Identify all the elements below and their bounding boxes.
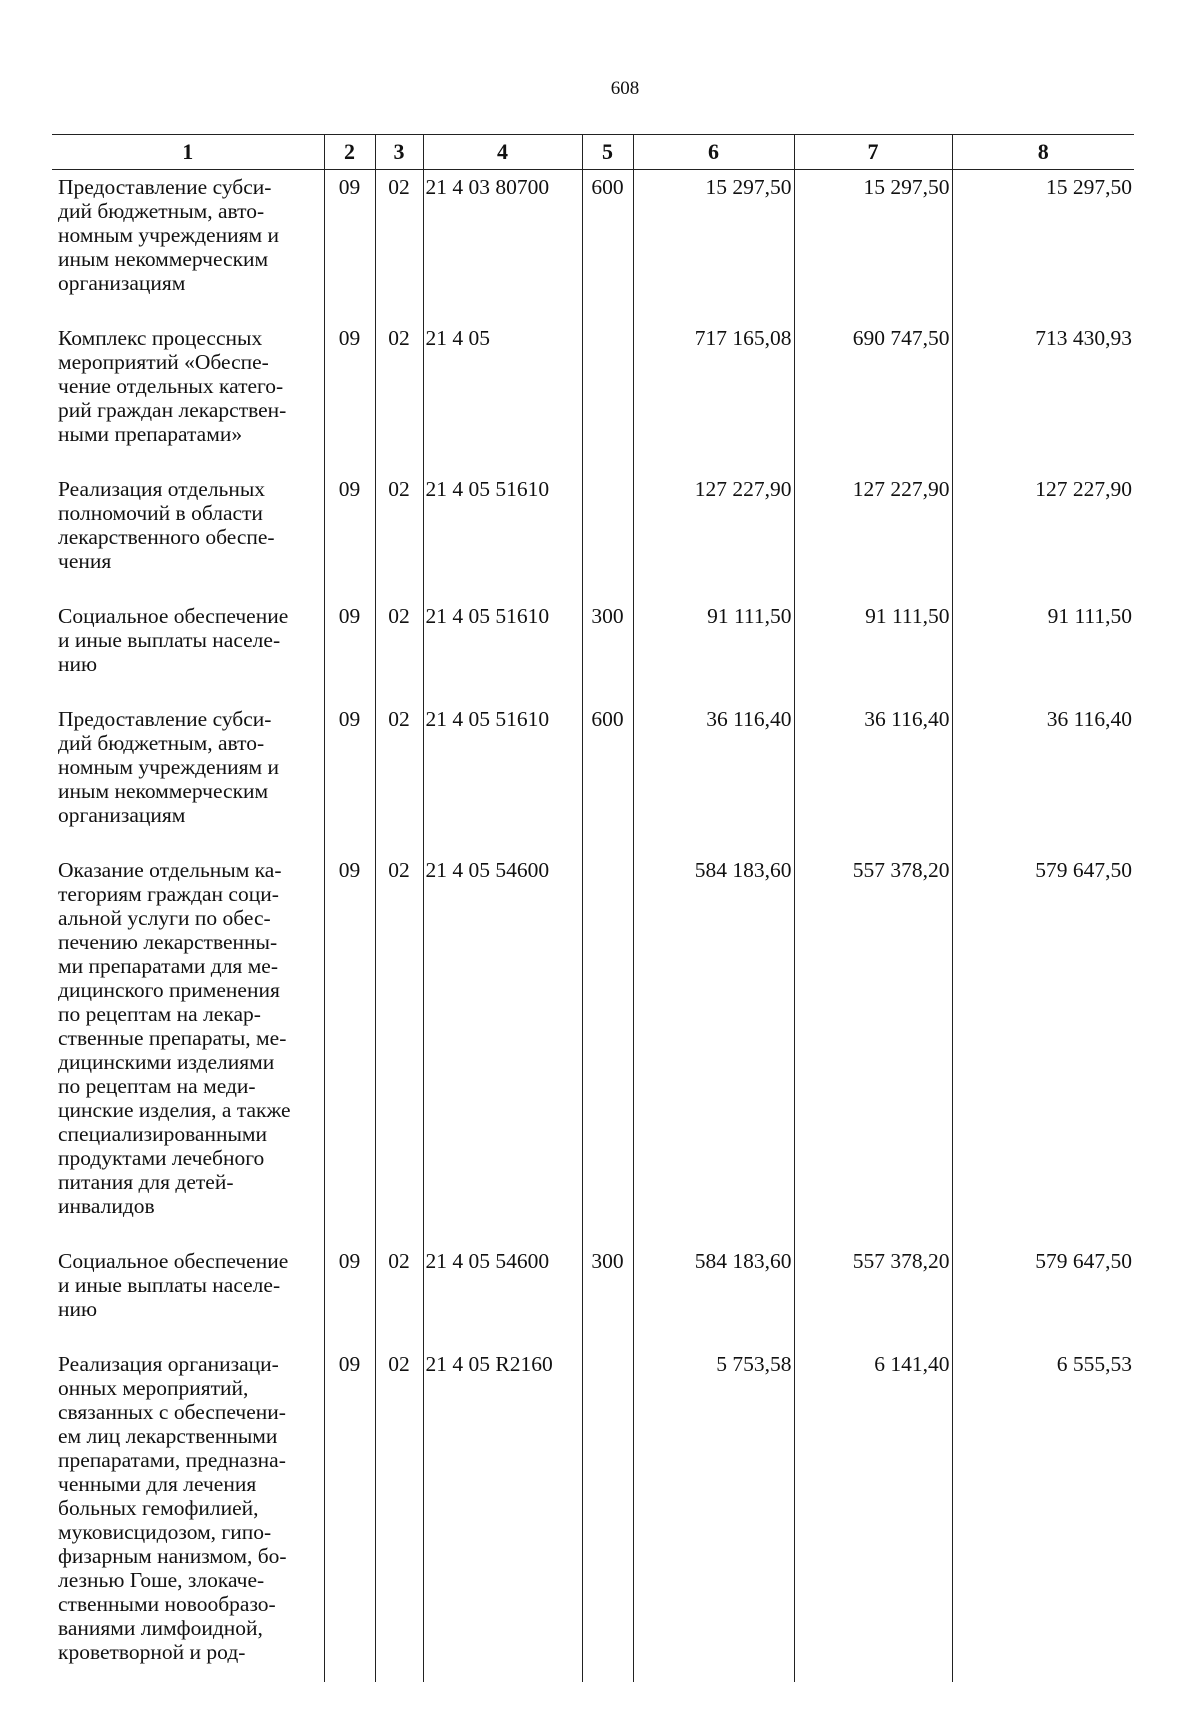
amount-col-8: 6 555,53 (952, 1347, 1134, 1682)
amount-col-6: 5 753,58 (633, 1347, 794, 1682)
row-name: Комплекс процессных мероприятий «Обеспе- чение отдельных катего- рий граждан лекарствен- ными препаратами» (58, 326, 287, 446)
subsection-code: 02 (375, 599, 423, 702)
row-name: Социальное обеспечение и иные выплаты населе- нию (58, 1249, 289, 1321)
amount-col-6: 91 111,50 (633, 599, 794, 702)
amount-col-7: 557 378,20 (794, 1244, 952, 1347)
amount-col-6: 584 183,60 (633, 853, 794, 1244)
row-name: Оказание отдельным ка- тегориям граждан соци- альной услуги по обес- печению лекарственны- ми препаратами для ме- дицинского применения по рецептам на лекар- ственные препараты, ме- дицинскими изделиями по рецептам на меди- цинские изделия, а также специализированными продуктами лечебного питания для детей- инвалидов (58, 858, 291, 1218)
section-code: 09 (324, 702, 375, 853)
target-article-code: 21 4 05 51610 (423, 599, 582, 702)
subsection-code: 02 (375, 1347, 423, 1682)
expense-type-code: 300 (582, 1244, 633, 1347)
amount-col-7: 36 116,40 (794, 702, 952, 853)
row-name: Реализация отдельных полномочий в области лекарственного обеспе- чения (58, 477, 275, 573)
amount-col-8: 713 430,93 (952, 321, 1134, 472)
amount-col-6: 127 227,90 (633, 472, 794, 599)
section-code: 09 (324, 1244, 375, 1347)
amount-col-8: 36 116,40 (952, 702, 1134, 853)
column-header: 7 (794, 135, 952, 170)
column-header: 8 (952, 135, 1134, 170)
row-name: Социальное обеспечение и иные выплаты населе- нию (58, 604, 289, 676)
subsection-code: 02 (375, 1244, 423, 1347)
table-row (52, 599, 1134, 702)
amount-col-6: 36 116,40 (633, 702, 794, 853)
table-row (52, 472, 1134, 599)
column-header: 6 (633, 135, 794, 170)
amount-col-7: 127 227,90 (794, 472, 952, 599)
row-name: Реализация организаци- онных мероприятий, связанных с обеспечени- ем лиц лекарственными препаратами, предназна- ченными для лечения больных гемофилией, муковисцидозом, гипо- физарным нанизмом, бо- лезнью Гоше, злокаче- ственными новообразо- ваниями лимфоидной, кроветворной и род- (58, 1352, 287, 1664)
expense-type-code: 300 (582, 599, 633, 702)
subsection-code: 02 (375, 472, 423, 599)
table-header-row (52, 135, 1134, 170)
amount-col-6: 717 165,08 (633, 321, 794, 472)
amount-col-7: 690 747,50 (794, 321, 952, 472)
target-article-code: 21 4 05 R2160 (423, 1347, 582, 1682)
table-row (52, 1244, 1134, 1347)
budget-table (52, 134, 1134, 1682)
target-article-code: 21 4 05 54600 (423, 853, 582, 1244)
column-header: 3 (375, 135, 423, 170)
target-article-code: 21 4 03 80700 (423, 170, 582, 322)
table-row (52, 1347, 1134, 1682)
expense-type-code: 600 (582, 170, 633, 322)
row-name: Предоставление субси- дий бюджетным, авто- номным учреждениям и иным некоммерческим организациям (58, 175, 279, 295)
section-code: 09 (324, 472, 375, 599)
column-header: 4 (423, 135, 582, 170)
expense-type-code (582, 472, 633, 599)
column-header: 2 (324, 135, 375, 170)
table-row (52, 702, 1134, 853)
expense-type-code (582, 321, 633, 472)
expense-type-code (582, 853, 633, 1244)
amount-col-8: 127 227,90 (952, 472, 1134, 599)
amount-col-6: 15 297,50 (633, 170, 794, 322)
subsection-code: 02 (375, 321, 423, 472)
amount-col-7: 15 297,50 (794, 170, 952, 322)
subsection-code: 02 (375, 853, 423, 1244)
section-code: 09 (324, 321, 375, 472)
column-header: 5 (582, 135, 633, 170)
table-row (52, 321, 1134, 472)
amount-col-7: 6 141,40 (794, 1347, 952, 1682)
table-row (52, 853, 1134, 1244)
section-code: 09 (324, 1347, 375, 1682)
subsection-code: 02 (375, 170, 423, 322)
column-header: 1 (52, 135, 324, 170)
section-code: 09 (324, 853, 375, 1244)
target-article-code: 21 4 05 (423, 321, 582, 472)
amount-col-8: 579 647,50 (952, 853, 1134, 1244)
amount-col-8: 91 111,50 (952, 599, 1134, 702)
amount-col-8: 579 647,50 (952, 1244, 1134, 1347)
row-name: Предоставление субси- дий бюджетным, авто- номным учреждениям и иным некоммерческим организациям (58, 707, 279, 827)
amount-col-6: 584 183,60 (633, 1244, 794, 1347)
subsection-code: 02 (375, 702, 423, 853)
amount-col-8: 15 297,50 (952, 170, 1134, 322)
amount-col-7: 91 111,50 (794, 599, 952, 702)
target-article-code: 21 4 05 51610 (423, 472, 582, 599)
page-number: 608 (610, 78, 640, 99)
section-code: 09 (324, 170, 375, 322)
expense-type-code (582, 1347, 633, 1682)
target-article-code: 21 4 05 51610 (423, 702, 582, 853)
amount-col-7: 557 378,20 (794, 853, 952, 1244)
table-row (52, 170, 1134, 322)
section-code: 09 (324, 599, 375, 702)
target-article-code: 21 4 05 54600 (423, 1244, 582, 1347)
expense-type-code: 600 (582, 702, 633, 853)
